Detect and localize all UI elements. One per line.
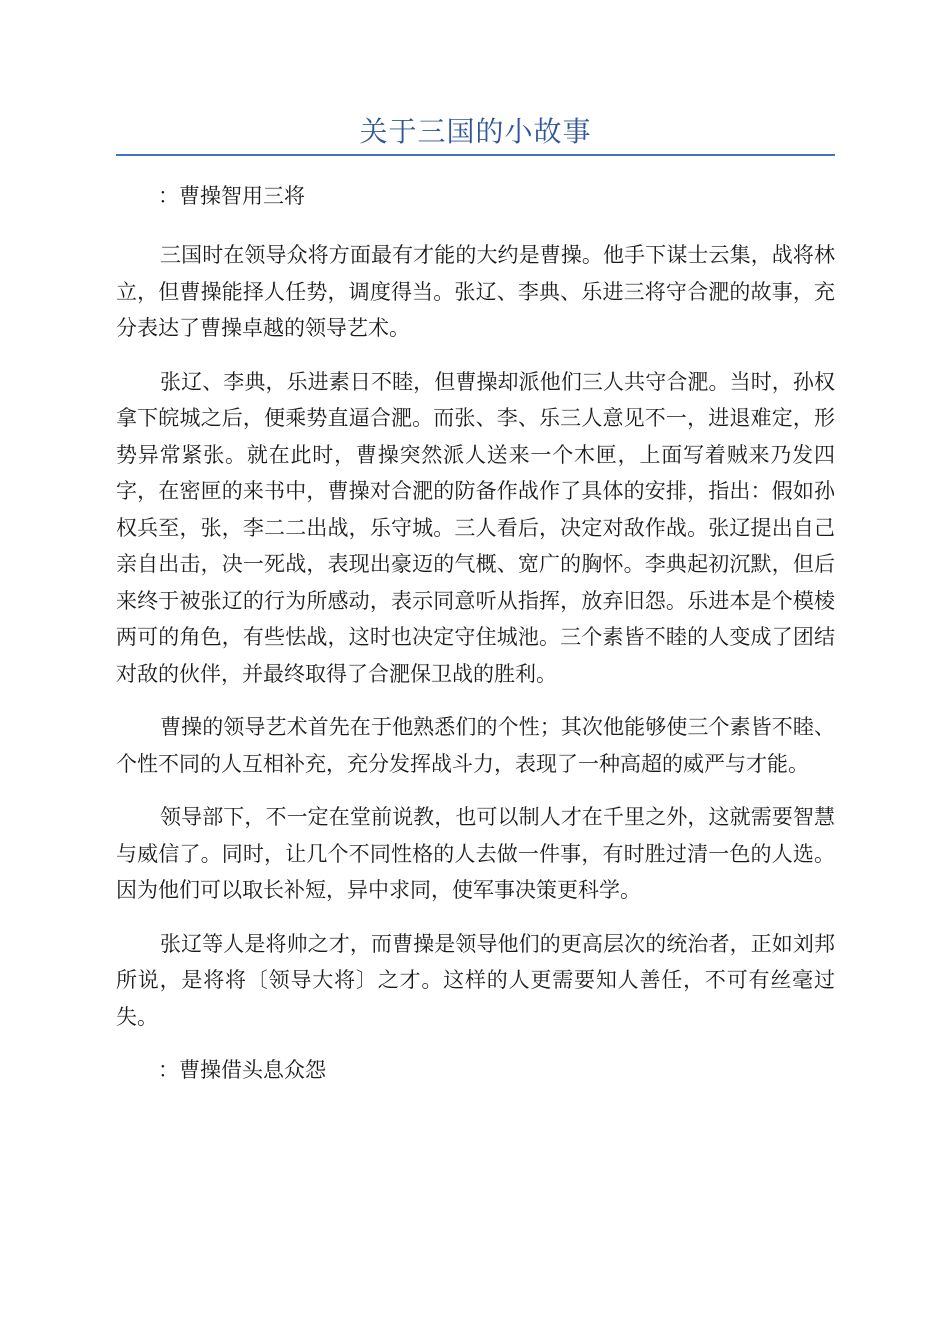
- paragraph: 领导部下，不一定在堂前说教，也可以制人才在千里之外，这就需要智慧与威信了。同时，让几个不同性格的人去做一件事，有时胜过清一色的人选。因为他们可以取长补短，异中求同，使军事决策更科学。: [116, 805, 835, 902]
- paragraph: 三国时在领导众将方面最有才能的大约是曹操。他手下谋士云集，战将林立，但曹操能择人任势，调度得当。张辽、李典、乐进三将守合淝的故事，充分表达了曹操卓越的领导艺术。: [116, 243, 835, 340]
- paragraph: 曹操的领导艺术首先在于他熟悉们的个性；其次他能够使三个素皆不睦、个性不同的人互相补充，充分发挥战斗力，表现了一种高超的威严与才能。: [116, 715, 835, 776]
- document-body: [116, 178, 835, 1088]
- paragraph: 张辽等人是将帅之才，而曹操是领导他们的更高层次的统治者，正如刘邦所说，是将将〔领导大将〕之才。这样的人更需要知人善任，不可有丝毫过失。: [116, 931, 835, 1029]
- paragraph: 张辽、李典，乐进素日不睦，但曹操却派他们三人共守合淝。当时，孙权拿下皖城之后，便乘势直逼合淝。而张、李、乐三人意见不一，进退难定，形势异常紧张。就在此时，曹操突然派人送来一个木匣，上面写着贼来乃发四字，在密匣的来书中，曹操对合淝的防备作战作了具体的安排，指出：假如孙权兵至，张，李二二出战，乐守城。三人看后，决定对敌作战。张辽提出自己亲自出击，决一死战，表现出豪迈的气概、宽广的胸怀。李典起初沉默，但后来终于被张辽的行为所感动，表示同意听从指挥，放弃旧怨。乐进本是个模棱两可的角色，有些怯战，这时也决定守住城池。三个素皆不睦的人变成了团结对敌的伙伴，并最终取得了合淝保卫战的胜利。: [116, 369, 835, 686]
- document-title: 关于三国的小故事: [359, 115, 592, 148]
- title-underline: [116, 154, 835, 156]
- section-heading: ：曹操智用三将: [158, 184, 305, 208]
- section-heading: ：曹操借头息众怨: [158, 1058, 326, 1082]
